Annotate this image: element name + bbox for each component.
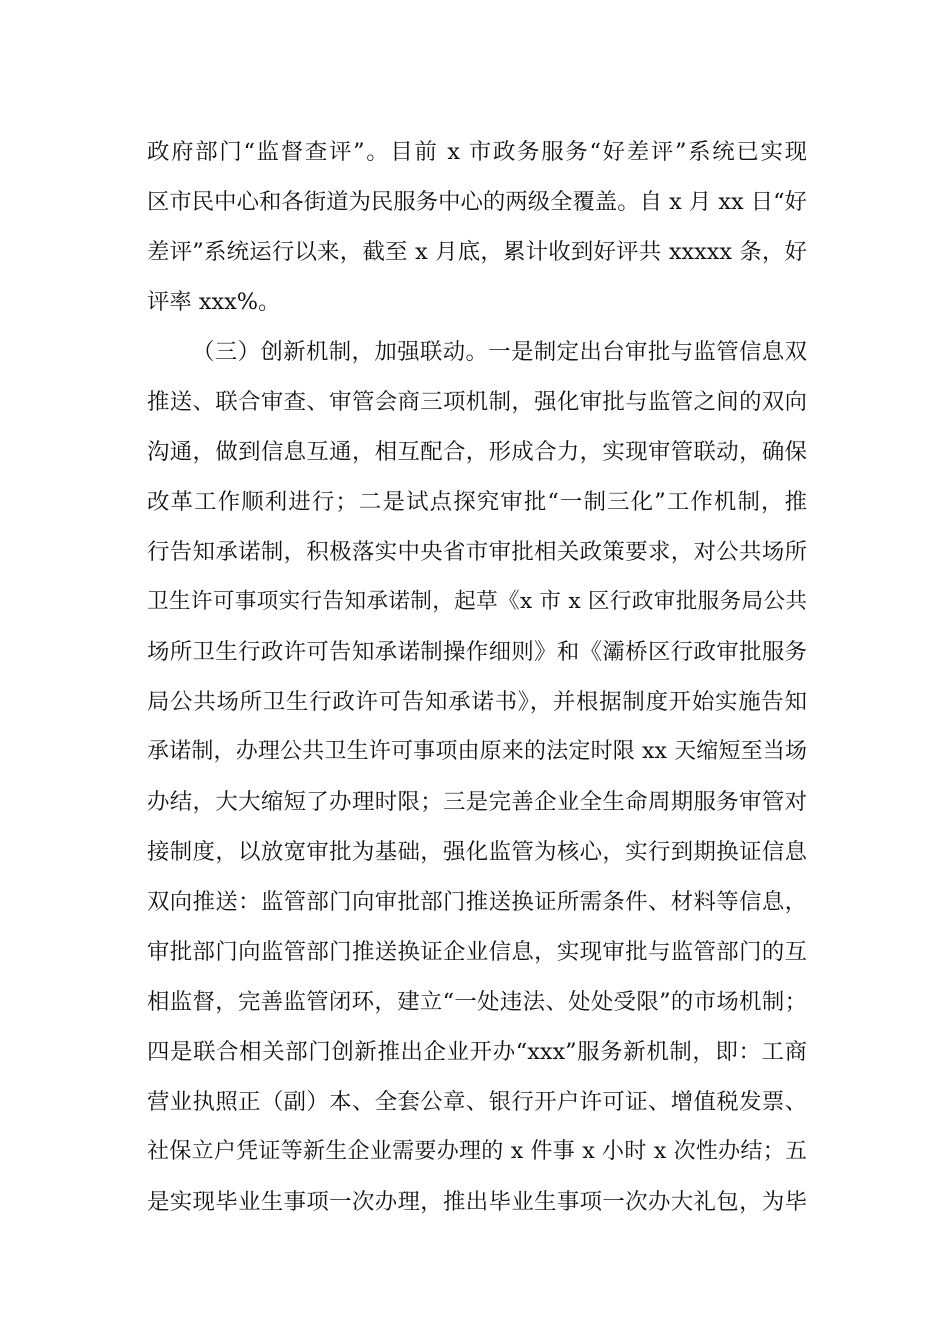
text-line-6: 推送、联合审查、审管会商三项机制，强化审批与监管之间的双向: [147, 389, 807, 415]
text-line-1: 政府部门“监督查评”。目前 x 市政务服务“好差评”系统已实现: [147, 139, 807, 165]
text-line-11: 场所卫生行政许可告知承诺制操作细则》和《灞桥区行政审批服务: [147, 639, 807, 665]
text-line-2: 区市民中心和各街道为民服务中心的两级全覆盖。自 x 月 xx 日“好: [147, 189, 807, 215]
text-line-14: 办结，大大缩短了办理时限；三是完善企业全生命周期服务审管对: [147, 789, 807, 815]
text-line-20: 营业执照正（副）本、全套公章、银行开户许可证、增值税发票、: [147, 1089, 807, 1115]
text-line-12: 局公共场所卫生行政许可告知承诺书》，并根据制度开始实施告知: [147, 689, 807, 715]
text-line-7: 沟通，做到信息互通，相互配合，形成合力，实现审管联动，确保: [147, 439, 807, 465]
text-line-21: 社保立户凭证等新生企业需要办理的 x 件事 x 小时 x 次性办结；五: [147, 1139, 807, 1164]
text-line-13: 承诺制，办理公共卫生许可事项由原来的法定时限 xx 天缩短至当场: [147, 739, 807, 764]
text-line-8: 改革工作顺利进行；二是试点探究审批“一制三化”工作机制，推: [147, 489, 807, 515]
section-heading-line: （三）创新机制，加强联动。一是制定出台审批与监管信息双: [192, 339, 807, 365]
text-line-16: 双向推送：监管部门向审批部门推送换证所需条件、材料等信息，: [147, 889, 807, 915]
text-line-3: 差评”系统运行以来，截至 x 月底，累计收到好评共 xxxxx 条，好: [147, 239, 807, 265]
text-line-9: 行告知承诺制，积极落实中央省市审批相关政策要求，对公共场所: [147, 539, 807, 565]
text-line-4: 评率 xxx%。: [147, 289, 281, 315]
text-line-19: 四是联合相关部门创新推出企业开办“xxx”服务新机制，即：工商: [147, 1039, 807, 1065]
text-line-17: 审批部门向监管部门推送换证企业信息，实现审批与监管部门的互: [147, 939, 807, 965]
text-line-10: 卫生许可事项实行告知承诺制，起草《x 市 x 区行政审批服务局公共: [147, 589, 807, 614]
text-line-18: 相监督，完善监管闭环，建立“一处违法、处处受限”的市场机制；: [147, 989, 807, 1015]
text-line-15: 接制度，以放宽审批为基础，强化监管为核心，实行到期换证信息: [147, 839, 807, 865]
text-line-22: 是实现毕业生事项一次办理，推出毕业生事项一次办大礼包，为毕: [147, 1189, 807, 1215]
